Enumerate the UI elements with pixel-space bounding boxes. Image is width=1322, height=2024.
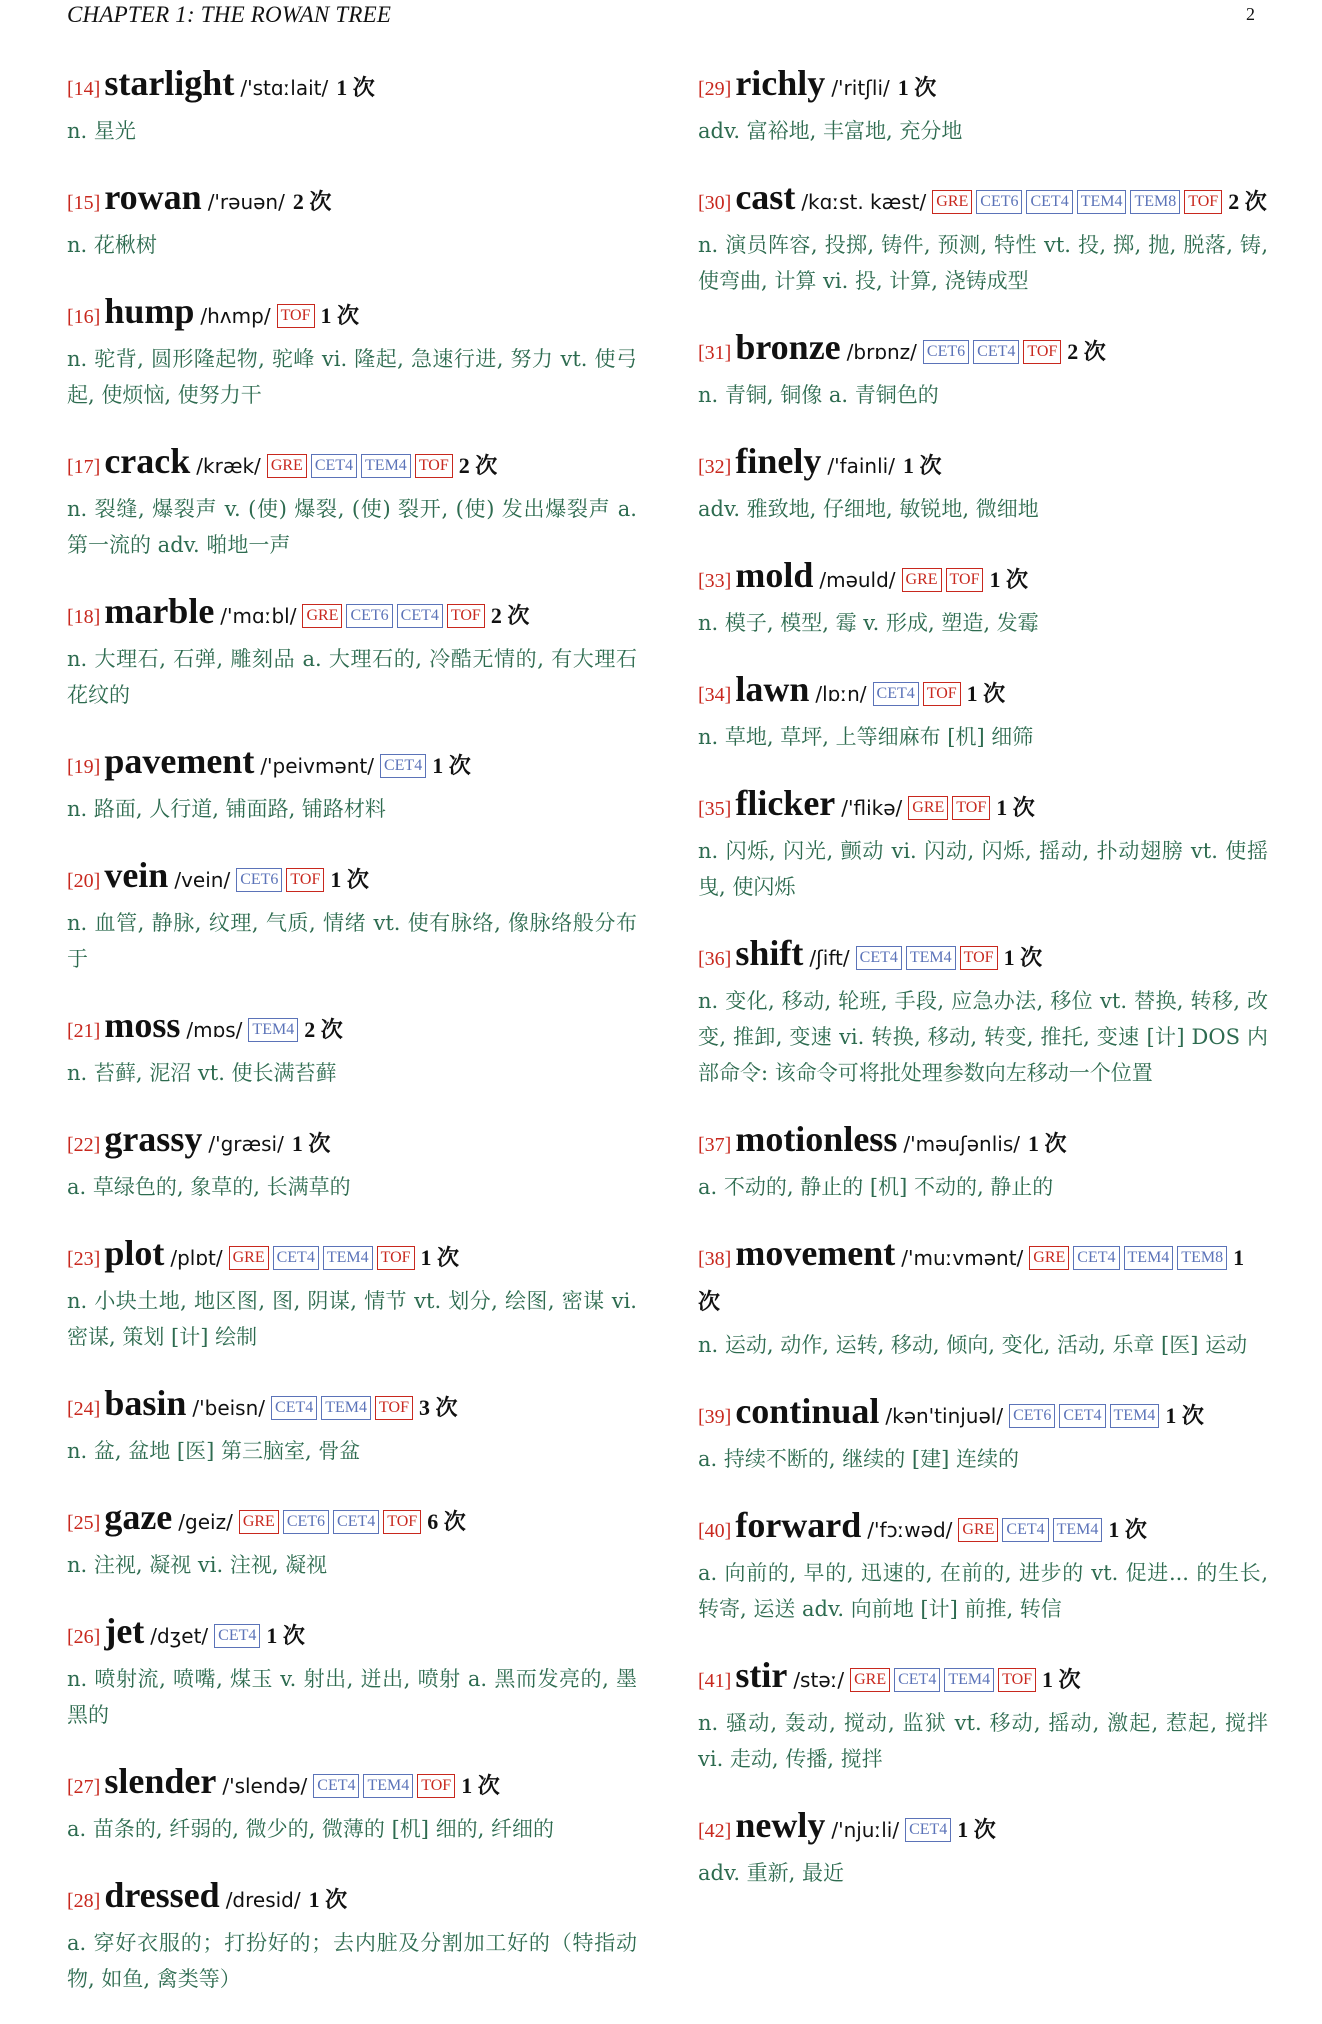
definition: a. 持续不断的, 继续的 [建] 连续的: [698, 1447, 1019, 1471]
pronunciation: /ʃift/: [809, 946, 850, 970]
vocab-entry: [698, 1654, 1268, 1777]
pronunciation: /'mɑːbl/: [220, 604, 297, 628]
entry-number: [38]: [698, 1248, 732, 1270]
frequency-count: 1 次: [957, 1817, 996, 1842]
pronunciation: /dʒet/: [150, 1624, 209, 1648]
entry-headline: [698, 1804, 1268, 1853]
pronunciation: /plɒt/: [170, 1246, 223, 1270]
vocab-entry: [67, 1760, 637, 1847]
headword: motionless: [735, 1119, 898, 1159]
entry-number: [27]: [67, 1776, 101, 1798]
headword: marble: [104, 591, 215, 631]
headword: forward: [735, 1505, 862, 1545]
entry-headline: [67, 854, 637, 903]
exam-tag-cet4: CET4: [1026, 190, 1072, 214]
vocab-entry: [698, 62, 1268, 149]
exam-tag-cet4: CET4: [313, 1774, 359, 1798]
definition: a. 穿好衣服的；打扮好的；去内脏及分割加工好的（特指动物, 如鱼, 禽类等）: [67, 1931, 637, 1991]
right-column: [698, 62, 1268, 1918]
frequency-count: 1 次: [1003, 945, 1043, 970]
headword: rowan: [104, 177, 202, 217]
pronunciation: /geiz/: [178, 1510, 233, 1534]
exam-tag-gre: GRE: [908, 796, 948, 820]
pronunciation: /'muːvmənt/: [901, 1246, 1024, 1270]
vocab-entry: [67, 1496, 637, 1583]
pronunciation: /'rəuən/: [207, 190, 285, 214]
entry-headline: [698, 782, 1268, 831]
frequency-count: 1 次: [966, 681, 1006, 706]
exam-tag-cet6: CET6: [976, 190, 1022, 214]
entry-number: [41]: [698, 1670, 732, 1692]
exam-tag-tem4: TEM4: [944, 1668, 994, 1692]
definition: n. 青铜, 铜像 a. 青铜色的: [698, 383, 939, 407]
headword: finely: [735, 441, 822, 481]
exam-tag-tem4: TEM4: [363, 1774, 413, 1798]
entry-headline: [67, 1496, 637, 1545]
entry-number: [31]: [698, 342, 732, 364]
pronunciation: /'slendə/: [222, 1774, 308, 1798]
vocab-entry: [67, 176, 637, 263]
entry-number: [14]: [67, 78, 101, 100]
headword: vein: [104, 855, 169, 895]
entry-headline: [698, 1390, 1268, 1439]
entry-number: [32]: [698, 456, 732, 478]
exam-tag-gre: GRE: [229, 1246, 269, 1270]
headword: pavement: [104, 741, 255, 781]
entry-number: [19]: [67, 756, 101, 778]
entry-headline: [698, 176, 1268, 225]
headword: moss: [104, 1005, 181, 1045]
entry-number: [36]: [698, 948, 732, 970]
headword: plot: [104, 1233, 165, 1273]
frequency-count: 2 次: [292, 189, 332, 214]
entry-number: [23]: [67, 1248, 101, 1270]
pronunciation: /brɒnz/: [846, 340, 917, 364]
exam-tag-tem4: TEM4: [1110, 1404, 1160, 1428]
vocab-entry: [698, 668, 1268, 755]
vocab-entry: [67, 1610, 637, 1733]
vocab-entry: [67, 1004, 637, 1091]
exam-tag-gre: GRE: [958, 1518, 998, 1542]
headword: lawn: [735, 669, 810, 709]
entry-headline: [698, 1118, 1268, 1167]
definition: n. 苔藓, 泥沼 vt. 使长满苔藓: [67, 1061, 337, 1085]
headword: dressed: [104, 1875, 220, 1915]
pronunciation: /kən'tinjuəl/: [885, 1404, 1004, 1428]
entry-headline: [67, 1382, 637, 1431]
definition: n. 裂缝, 爆裂声 v. (使) 爆裂, (使) 裂开, (使) 发出爆裂声 a. 第一流的 adv. 啪地一声: [67, 497, 637, 557]
frequency-count: 1 次: [291, 1131, 331, 1156]
definition: n. 盆, 盆地 [医] 第三脑室, 骨盆: [67, 1439, 361, 1463]
entry-number: [34]: [698, 684, 732, 706]
exam-tag-gre: GRE: [932, 190, 972, 214]
vocab-entry: [67, 290, 637, 413]
page-header: [67, 0, 1255, 30]
frequency-count: 2 次: [1067, 339, 1106, 364]
frequency-count: 1 次: [336, 75, 375, 100]
entry-headline: [698, 326, 1268, 375]
frequency-count: 6 次: [427, 1509, 466, 1534]
entry-number: [17]: [67, 456, 101, 478]
entry-headline: [67, 740, 637, 789]
exam-tag-tem8: TEM8: [1177, 1246, 1227, 1270]
entry-number: [33]: [698, 570, 732, 592]
frequency-count: 1 次: [1028, 1131, 1067, 1156]
frequency-count: 1 次: [420, 1245, 460, 1270]
definition: adv. 富裕地, 丰富地, 充分地: [698, 119, 963, 143]
pronunciation: /'fɔːwəd/: [867, 1518, 953, 1542]
frequency-count: 2 次: [1228, 189, 1267, 214]
frequency-count: 1 次: [330, 867, 369, 892]
headword: starlight: [104, 63, 235, 103]
frequency-count: 1 次: [1042, 1667, 1081, 1692]
exam-tag-cet4: CET4: [873, 682, 919, 706]
definition: n. 注视, 凝视 vi. 注视, 凝视: [67, 1553, 328, 1577]
running-title: CHAPTER 1: THE ROWAN TREE: [67, 2, 392, 27]
frequency-count: 1 次: [432, 753, 471, 778]
headword: richly: [735, 63, 826, 103]
vocab-entry: [67, 854, 637, 977]
entry-headline: [67, 176, 637, 225]
entry-number: [22]: [67, 1134, 101, 1156]
frequency-count: 1 次: [1165, 1403, 1204, 1428]
vocab-entry: [698, 440, 1268, 527]
entry-headline: [67, 1874, 637, 1923]
exam-tag-cet4: CET4: [273, 1246, 319, 1270]
definition: n. 闪烁, 闪光, 颤动 vi. 闪动, 闪烁, 摇动, 扑动翅膀 vt. 使摇曳, 使闪烁: [698, 839, 1268, 899]
exam-tag-cet6: CET6: [1009, 1404, 1055, 1428]
pronunciation: /'ritʃli/: [831, 76, 890, 100]
headword: gaze: [104, 1497, 173, 1537]
definition: n. 模子, 模型, 霉 v. 形成, 塑造, 发霉: [698, 611, 1039, 635]
exam-tag-cet4: CET4: [333, 1510, 379, 1534]
entry-headline: [67, 440, 637, 489]
pronunciation: /'peivmənt/: [260, 754, 374, 778]
vocab-entry: [67, 1382, 637, 1469]
exam-tag-cet6: CET6: [283, 1510, 329, 1534]
vocab-entry: [67, 1874, 637, 1997]
vocab-entry: [67, 1118, 637, 1205]
definition: a. 向前的, 早的, 迅速的, 在前的, 进步的 vt. 促进... 的生长, 转寄, 运送 adv. 向前地 [计] 前推, 转信: [698, 1561, 1268, 1621]
vocab-entry: [67, 740, 637, 827]
entry-headline: [67, 1118, 637, 1167]
vocab-entry: [67, 1232, 637, 1355]
exam-tag-gre: GRE: [302, 604, 342, 628]
entry-number: [16]: [67, 306, 101, 328]
headword: bronze: [735, 327, 841, 367]
entry-number: [15]: [67, 192, 101, 214]
frequency-count: 3 次: [418, 1395, 458, 1420]
headword: movement: [735, 1233, 896, 1273]
headword: slender: [104, 1761, 217, 1801]
exam-tag-cet6: CET6: [346, 604, 392, 628]
frequency-count: 1 次: [320, 303, 360, 328]
exam-tag-tem4: TEM4: [1053, 1518, 1103, 1542]
entry-headline: [698, 1654, 1268, 1703]
vocab-entry: [698, 326, 1268, 413]
vocab-entry: [698, 176, 1268, 299]
page-number: 2: [1246, 4, 1255, 24]
definition: a. 苗条的, 纤弱的, 微少的, 微薄的 [机] 细的, 纤细的: [67, 1817, 555, 1841]
pronunciation: /'beisn/: [192, 1396, 266, 1420]
entry-headline: [698, 1504, 1268, 1553]
exam-tag-cet4: CET4: [905, 1818, 951, 1842]
headword: jet: [104, 1611, 145, 1651]
entry-headline: [698, 932, 1268, 981]
exam-tag-tof: TOF: [277, 304, 315, 328]
exam-tag-gre: GRE: [239, 1510, 279, 1534]
definition: n. 演员阵容, 投掷, 铸件, 预测, 特性 vt. 投, 掷, 抛, 脱落, 铸, 使弯曲, 计算 vi. 投, 计算, 浇铸成型: [698, 233, 1268, 293]
frequency-count: 1 次: [897, 75, 937, 100]
headword: mold: [735, 555, 814, 595]
definition: n. 星光: [67, 119, 136, 143]
definition: n. 骚动, 轰动, 搅动, 监狱 vt. 移动, 摇动, 激起, 惹起, 搅拌 vi. 走动, 传播, 搅拌: [698, 1711, 1268, 1771]
entry-headline: [698, 1232, 1268, 1325]
exam-tag-cet4: CET4: [311, 454, 357, 478]
exam-tag-tof: TOF: [375, 1396, 413, 1420]
entry-headline: [67, 590, 637, 639]
exam-tag-gre: GRE: [1029, 1246, 1069, 1270]
entry-headline: [67, 290, 637, 339]
exam-tag-cet4: CET4: [894, 1668, 940, 1692]
exam-tag-tof: TOF: [946, 568, 984, 592]
pronunciation: /kɑːst. kæst/: [801, 190, 927, 214]
definition: n. 草地, 草坪, 上等细麻布 [机] 细筛: [698, 725, 1034, 749]
pronunciation: /lɒːn/: [815, 682, 867, 706]
entry-number: [25]: [67, 1512, 101, 1534]
exam-tag-tem4: TEM4: [321, 1396, 371, 1420]
frequency-count: 1 次: [989, 567, 1028, 592]
exam-tag-tof: TOF: [1184, 190, 1222, 214]
frequency-count: 1 次: [902, 453, 942, 478]
entry-headline: [67, 1610, 637, 1659]
headword: crack: [104, 441, 191, 481]
pronunciation: /stəː/: [793, 1668, 845, 1692]
exam-tag-gre: GRE: [267, 454, 307, 478]
entry-number: [42]: [698, 1820, 732, 1842]
exam-tag-cet4: CET4: [380, 754, 426, 778]
exam-tag-tof: TOF: [923, 682, 961, 706]
exam-tag-cet4: CET4: [397, 604, 443, 628]
vocab-entry: [698, 1232, 1268, 1363]
entry-number: [18]: [67, 606, 101, 628]
definition: n. 血管, 静脉, 纹理, 气质, 情绪 vt. 使有脉络, 像脉络般分布于: [67, 911, 637, 971]
entry-number: [40]: [698, 1520, 732, 1542]
pronunciation: /'stɑːlait/: [240, 76, 329, 100]
entry-number: [29]: [698, 78, 732, 100]
exam-tag-cet4: CET4: [1073, 1246, 1119, 1270]
left-column: [67, 62, 637, 2024]
exam-tag-cet4: CET4: [973, 340, 1019, 364]
frequency-count: 2 次: [304, 1017, 343, 1042]
frequency-count: 2 次: [490, 603, 530, 628]
headword: basin: [104, 1383, 187, 1423]
exam-tag-tof: TOF: [417, 1774, 455, 1798]
exam-tag-cet4: CET4: [271, 1396, 317, 1420]
pronunciation: /vein/: [174, 868, 231, 892]
entry-headline: [698, 554, 1268, 603]
entry-headline: [67, 1004, 637, 1053]
definition: a. 草绿色的, 象草的, 长满草的: [67, 1175, 351, 1199]
pronunciation: /məuld/: [819, 568, 896, 592]
vocab-entry: [698, 1804, 1268, 1891]
headword: flicker: [735, 783, 836, 823]
definition: adv. 雅致地, 仔细地, 敏锐地, 微细地: [698, 497, 1039, 521]
vocab-entry: [698, 1390, 1268, 1477]
vocab-entry: [67, 440, 637, 563]
entry-number: [21]: [67, 1020, 101, 1042]
vocab-entry: [698, 932, 1268, 1091]
entry-number: [28]: [67, 1890, 101, 1912]
exam-tag-cet4: CET4: [214, 1624, 260, 1648]
headword: shift: [735, 933, 804, 973]
exam-tag-cet6: CET6: [236, 868, 282, 892]
exam-tag-tem4: TEM4: [323, 1246, 373, 1270]
exam-tag-tem4: TEM4: [1077, 190, 1127, 214]
entry-headline: [67, 62, 637, 111]
definition: n. 花楸树: [67, 233, 157, 257]
vocab-entry: [698, 782, 1268, 905]
entry-headline: [698, 440, 1268, 489]
pronunciation: /kræk/: [196, 454, 261, 478]
pronunciation: /'njuːli/: [831, 1818, 900, 1842]
exam-tag-cet4: CET4: [856, 946, 902, 970]
definition: n. 大理石, 石弹, 雕刻品 a. 大理石的, 冷酷无情的, 有大理石花纹的: [67, 647, 637, 707]
exam-tag-tof: TOF: [952, 796, 990, 820]
exam-tag-tof: TOF: [377, 1246, 415, 1270]
exam-tag-gre: GRE: [902, 568, 942, 592]
entry-number: [24]: [67, 1398, 101, 1420]
definition: n. 喷射流, 喷嘴, 煤玉 v. 射出, 迸出, 喷射 a. 黑而发亮的, 墨黑的: [67, 1667, 637, 1727]
vocab-entry: [67, 590, 637, 713]
definition: adv. 重新, 最近: [698, 1861, 845, 1885]
exam-tag-tof: TOF: [447, 604, 485, 628]
frequency-count: 1 次: [461, 1773, 500, 1798]
exam-tag-tof: TOF: [286, 868, 324, 892]
exam-tag-tof: TOF: [960, 946, 998, 970]
frequency-count: 1 次: [1108, 1517, 1147, 1542]
pronunciation: /'græsi/: [208, 1132, 284, 1156]
exam-tag-tem8: TEM8: [1130, 190, 1180, 214]
entry-number: [30]: [698, 192, 732, 214]
entry-number: [35]: [698, 798, 732, 820]
headword: hump: [104, 291, 195, 331]
exam-tag-cet4: CET4: [1059, 1404, 1105, 1428]
entry-number: [39]: [698, 1406, 732, 1428]
entry-number: [26]: [67, 1626, 101, 1648]
pronunciation: /'məuʃənlis/: [903, 1132, 1020, 1156]
exam-tag-tem4: TEM4: [906, 946, 956, 970]
headword: grassy: [104, 1119, 203, 1159]
entry-number: [20]: [67, 870, 101, 892]
frequency-count: 2 次: [458, 453, 498, 478]
frequency-count: 1 次: [698, 1245, 1245, 1314]
exam-tag-tem4: TEM4: [361, 454, 411, 478]
exam-tag-tof: TOF: [415, 454, 453, 478]
exam-tag-tof: TOF: [1023, 340, 1061, 364]
pronunciation: /mɒs/: [186, 1018, 243, 1042]
frequency-count: 1 次: [308, 1887, 348, 1912]
vocab-entry: [698, 1118, 1268, 1205]
pronunciation: /dresid/: [225, 1888, 301, 1912]
entry-number: [37]: [698, 1134, 732, 1156]
entry-headline: [67, 1232, 637, 1281]
pronunciation: /'fainli/: [827, 454, 895, 478]
frequency-count: 1 次: [996, 795, 1035, 820]
definition: n. 小块土地, 地区图, 图, 阴谋, 情节 vt. 划分, 绘图, 密谋 vi. 密谋, 策划 [计] 绘制: [67, 1289, 637, 1349]
pronunciation: /hʌmp/: [200, 304, 271, 328]
exam-tag-tem4: TEM4: [248, 1018, 298, 1042]
definition: n. 变化, 移动, 轮班, 手段, 应急办法, 移位 vt. 替换, 转移, 改变, 推卸, 变速 vi. 转换, 移动, 转变, 推托, 变速 [计] DOS 内部命令: 该命令可将批处理参数向左移动一个位置: [698, 989, 1268, 1085]
entry-headline: [698, 668, 1268, 717]
definition: n. 驼背, 圆形隆起物, 驼峰 vi. 隆起, 急速行进, 努力 vt. 使弓起, 使烦恼, 使努力干: [67, 347, 637, 407]
exam-tag-tof: TOF: [998, 1668, 1036, 1692]
entry-headline: [67, 1760, 637, 1809]
vocab-entry: [67, 62, 637, 149]
frequency-count: 1 次: [266, 1623, 305, 1648]
headword: cast: [735, 177, 796, 217]
definition: n. 运动, 动作, 运转, 移动, 倾向, 变化, 活动, 乐章 [医] 运动: [698, 1333, 1248, 1357]
headword: newly: [735, 1805, 826, 1845]
exam-tag-tof: TOF: [383, 1510, 421, 1534]
definition: n. 路面, 人行道, 铺面路, 铺路材料: [67, 797, 386, 821]
vocab-entry: [698, 554, 1268, 641]
exam-tag-cet6: CET6: [923, 340, 969, 364]
entry-headline: [698, 62, 1268, 111]
headword: stir: [735, 1655, 788, 1695]
exam-tag-gre: GRE: [850, 1668, 890, 1692]
exam-tag-tem4: TEM4: [1124, 1246, 1174, 1270]
definition: a. 不动的, 静止的 [机] 不动的, 静止的: [698, 1175, 1054, 1199]
exam-tag-cet4: CET4: [1002, 1518, 1048, 1542]
vocab-entry: [698, 1504, 1268, 1627]
pronunciation: /'flikə/: [841, 796, 903, 820]
headword: continual: [735, 1391, 880, 1431]
